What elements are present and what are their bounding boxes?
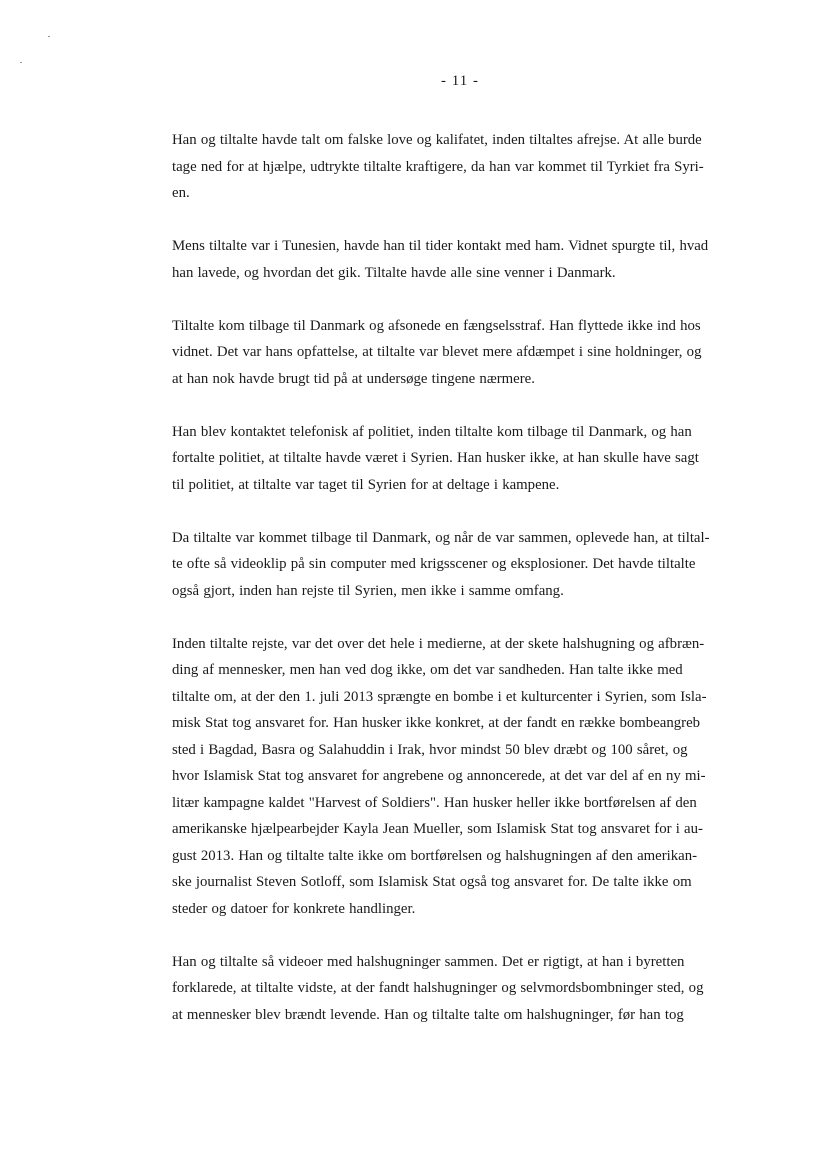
text-line: Da tiltalte var kommet tilbage til Danmark, og når de var sammen, oplevede han, at tiltal- [172,529,710,546]
paragraph [172,233,758,286]
paragraph [172,127,758,207]
text-line: hvor Islamisk Stat tog ansvaret for angrebene og annoncerede, at det var del af en ny mi- [172,768,706,784]
text-line: at han nok havde brugt tid på at undersøge tingene nærmere. [172,370,535,387]
text-line: misk Stat tog ansvaret for. Han husker ikke konkret, at der fandt en række bombeangreb [172,715,701,731]
text-line: tage ned for at hjælpe, udtrykte tiltalte kraftigere, da han var kommet til Tyrkiet fra Syri- [172,158,704,175]
text-line: Inden tiltalte rejste, var det over det hele i medierne, at der skete halshugning og afbræn- [172,635,705,652]
scan-speck [48,36,50,37]
text-line: sted i Bagdad, Basra og Salahuddin i Irak, hvor mindst 50 blev dræbt og 100 såret, og [172,741,688,758]
text-line: Han og tiltalte så videoer med halshugninger sammen. Det er rigtigt, at han i byretten [172,953,685,970]
page-number: - 11 - [441,73,479,89]
text-line: også gjort, inden han rejste til Syrien, men ikke i samme omfang. [172,582,564,599]
text-line: Han og tiltalte havde talt om falske love og kalifatet, inden tiltaltes afrejse. At alle burde [172,132,702,148]
text-line: Tiltalte kom tilbage til Danmark og afsonede en fængselsstraf. Han flyttede ikke ind hos [172,317,701,334]
text-line: gust 2013. Han og tiltalte talte ikke om bortførelsen og halshugningen af den amerikan- [172,847,698,864]
text-line: vidnet. Det var hans opfattelse, at tiltalte var blevet mere afdæmpet i sine holdninger, og [172,344,702,360]
text-line: Han blev kontaktet telefonisk af politiet, inden tiltalte kom tilbage til Danmark, og han [172,423,692,440]
text-line: steder og datoer for konkrete handlinger. [172,900,416,917]
text-line: tiltalte om, at der den 1. juli 2013 sprængte en bombe i et kulturcenter i Syrien, som Isla- [172,688,707,705]
text-line: amerikanske hjælpearbejder Kayla Jean Mueller, som Islamisk Stat tog ansvaret for i au- [172,821,703,837]
paragraph [172,525,758,605]
paragraph [172,313,758,393]
text-line: til politiet, at tiltalte var taget til Syrien for at deltage i kampene. [172,476,560,493]
text-line: han lavede, og hvordan det gik. Tiltalte havde alle sine venner i Danmark. [172,264,616,281]
text-line: te ofte så videoklip på sin computer med krigsscener og eksplosioner. Det havde tiltalte [172,556,696,572]
text-line: ding af mennesker, men han ved dog ikke, om det var sandheden. Han talte ikke med [172,662,683,678]
text-line: en. [172,185,190,201]
text-line: Mens tiltalte var i Tunesien, havde han til tider kontakt med ham. Vidnet spurgte til, hvad [172,238,709,254]
text-line: at mennesker blev brændt levende. Han og tiltalte talte om halshugninger, før han tog [172,1006,684,1023]
document-body [172,127,758,1055]
text-line: litær kampagne kaldet "Harvest of Soldiers". Han husker heller ikke bortførelsen af den [172,794,697,811]
text-line: ske journalist Steven Sotloff, som Islamisk Stat også tog ansvaret for. De talte ikke om [172,874,692,890]
paragraph [172,631,758,923]
paragraph [172,949,758,1029]
scan-speck [20,62,22,63]
text-line: forklarede, at tiltalte vidste, at der fandt halshugninger og selvmordsbombninger sted, og [172,980,704,996]
text-line: fortalte politiet, at tiltalte havde været i Syrien. Han husker ikke, at han skulle have sagt [172,450,699,466]
paragraph [172,419,758,499]
